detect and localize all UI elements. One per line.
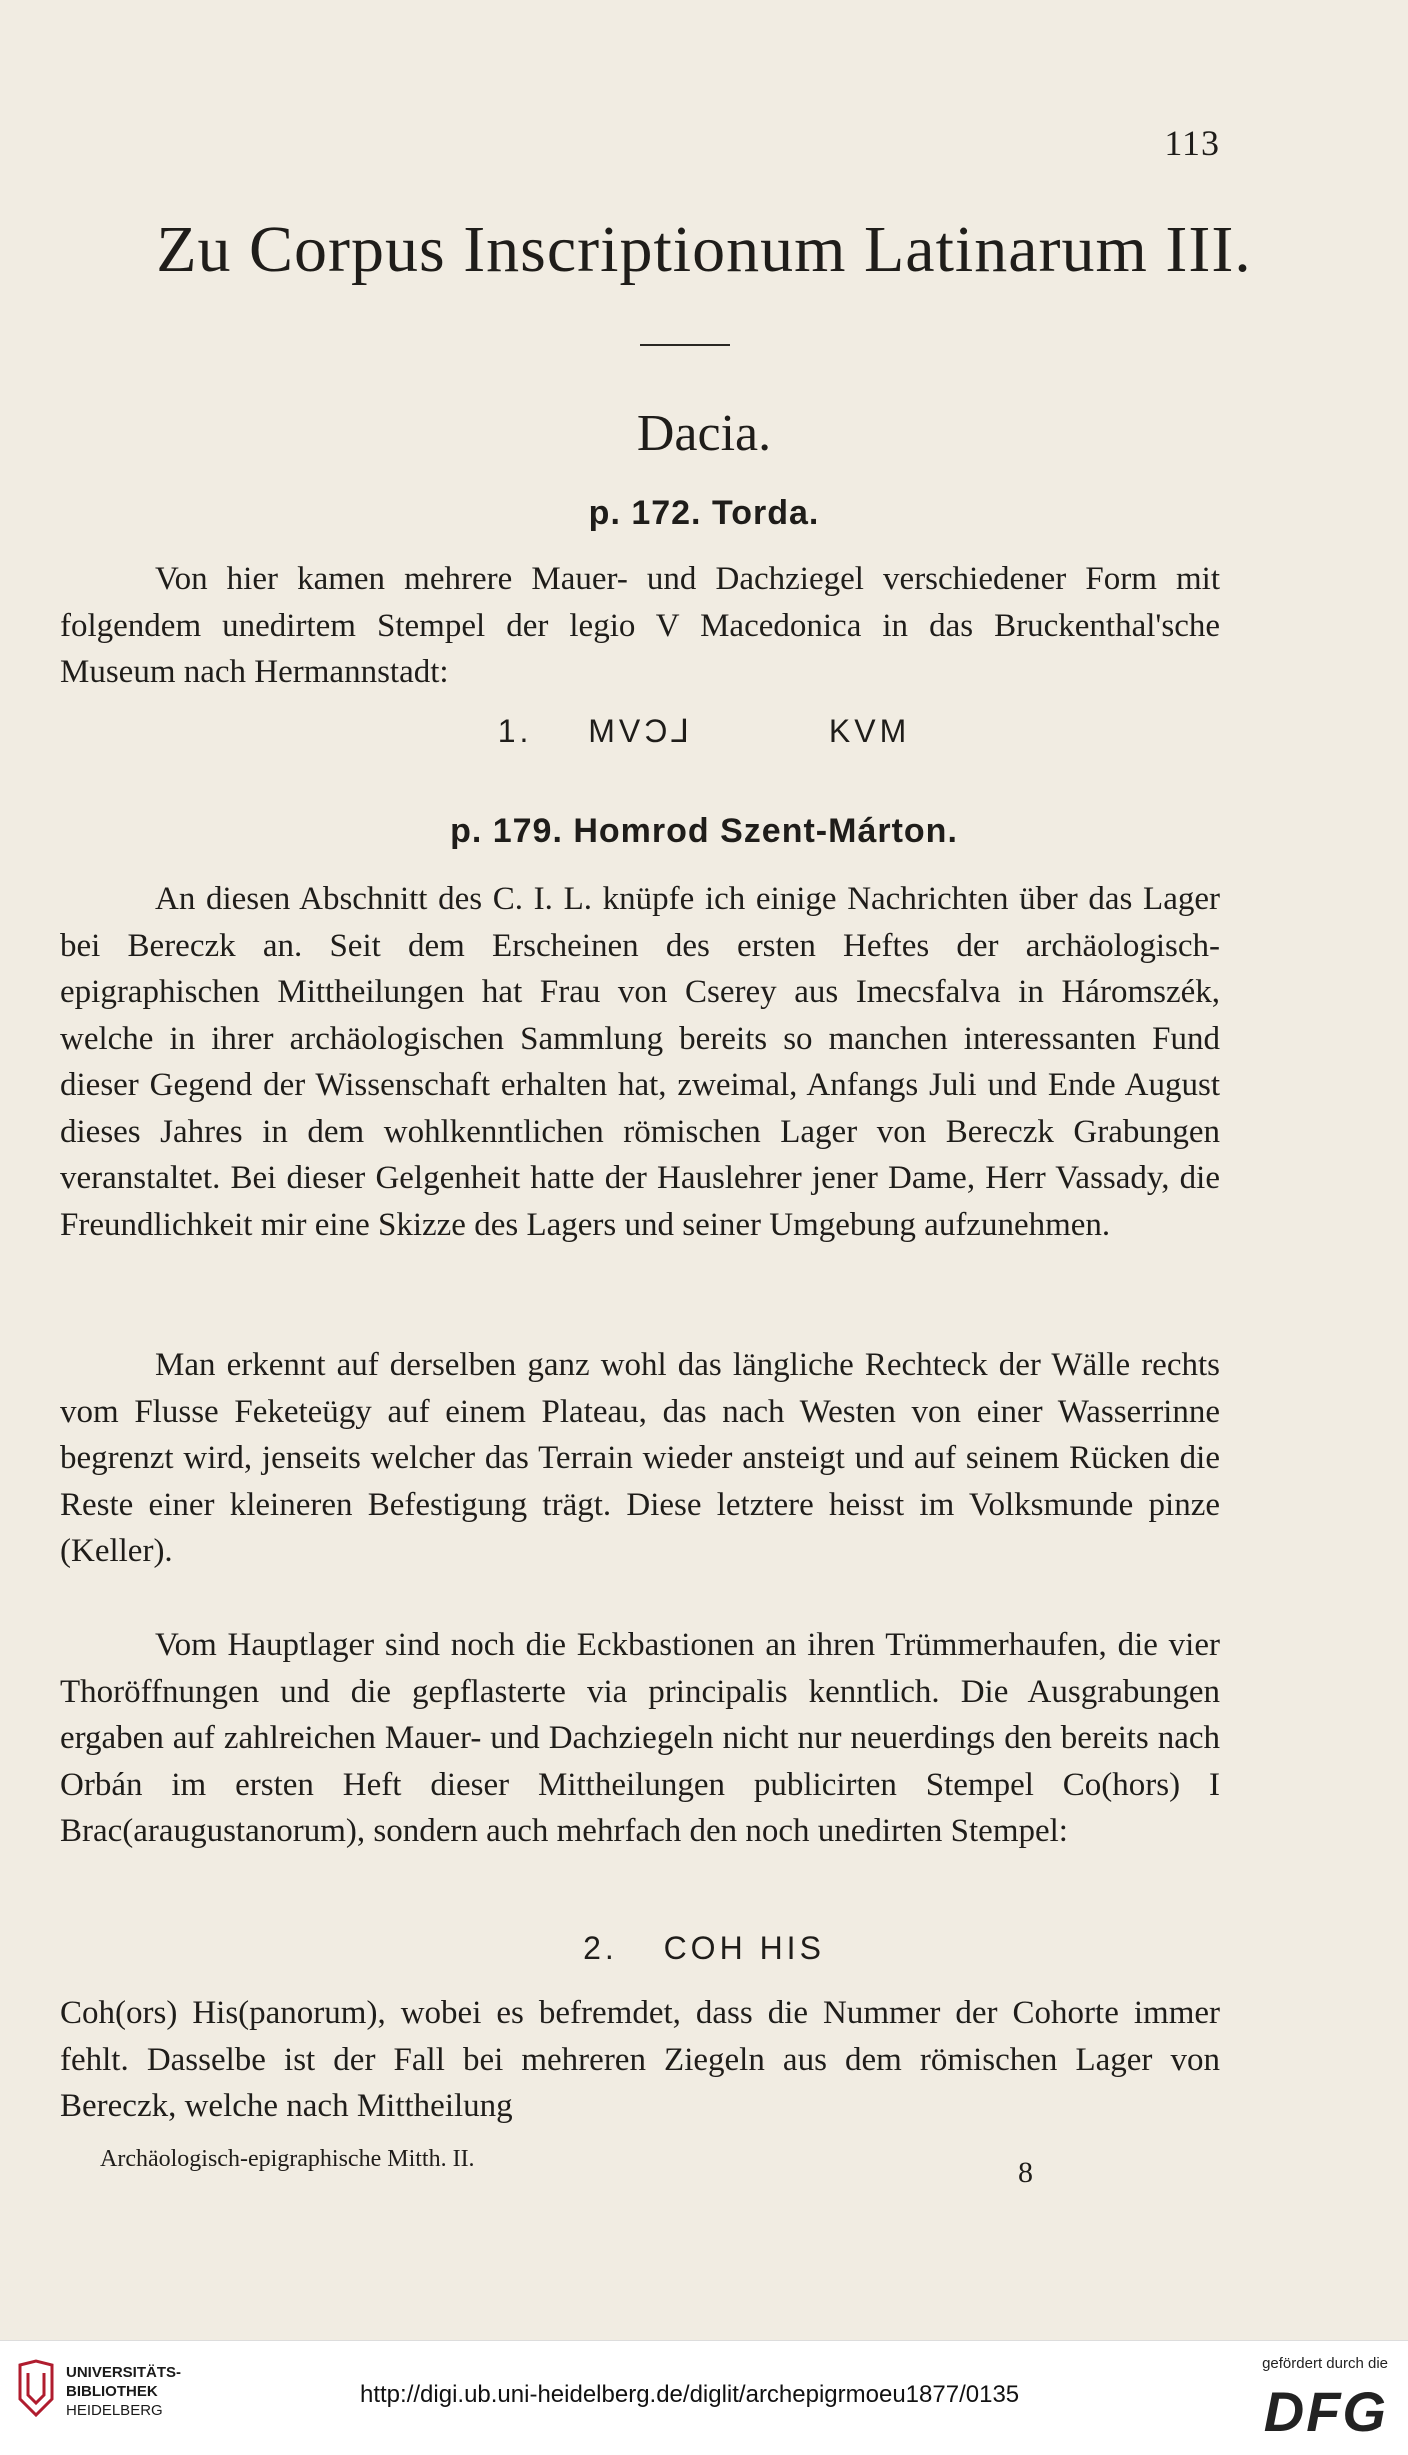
section-title: Dacia. xyxy=(636,405,772,462)
paragraph-2 xyxy=(60,876,1220,1248)
library-name-line1: UNIVERSITÄTS- xyxy=(66,2364,182,2381)
paragraph-1-text: Von hier kamen mehrere Mauer- und Dachziegel verschiedener Form mit folgendem unedirtem Stempel der legio V Macedonica in das Bruckenthal'sche Museum nach Hermannstadt: xyxy=(60,561,1220,690)
university-library-logo-icon xyxy=(16,2359,56,2417)
inscription-1-stamp-a: MVϽ⅃ xyxy=(588,713,694,749)
subhead-torda: p. 172. Torda. xyxy=(588,494,820,532)
inscription-2-number: 2. xyxy=(583,1930,618,1966)
viewer-footer-bar xyxy=(0,2340,1408,2455)
page-number: 113 xyxy=(1164,123,1220,163)
inscription-1-number: 1. xyxy=(497,713,533,749)
inscription-1-stamp-b: KVM xyxy=(828,713,911,749)
library-name-line2: BIBLIOTHEK xyxy=(66,2383,158,2400)
paragraph-3 xyxy=(60,1342,1220,1575)
paragraph-4 xyxy=(60,1622,1220,1855)
inscription-2 xyxy=(0,1930,1408,1967)
paragraph-4-text: Vom Hauptlager sind noch die Eckbastionen an ihren Trümmerhaufen, die vier Thoröffnungen und die gepflasterte via principalis kenntlich. Die Ausgrabungen ergaben auf zahlreichen Mauer- und Dachziegeln nicht nur neuerdings den bereits nach Orbán im ersten Heft dieser Mittheilungen publicirten Stempel Co(hors) I Brac(araugustanorum), sondern auch mehrfach den noch unedirten Stempel: xyxy=(60,1627,1220,1849)
paragraph-5-text: Coh(ors) His(panorum), wobei es befremdet, dass die Nummer der Cohorte immer fehlt. Dasselbe ist der Fall bei mehreren Ziegeln aus dem römischen Lager von Bereczk, welche nach Mittheilung xyxy=(60,1995,1220,2124)
permalink-url[interactable]: http://digi.ub.uni-heidelberg.de/diglit/archepigrmoeu1877/0135 xyxy=(360,2381,1020,2408)
dfg-logo-icon: DFG xyxy=(1263,2380,1388,2443)
title-rule xyxy=(640,344,730,346)
inscription-2-stamp: COH HIS xyxy=(663,1930,825,1966)
paragraph-2-text: An diesen Abschnitt des C. I. L. knüpfe ich einige Nachrichten über das Lager bei Bereczk an. Seit dem Erscheinen des ersten Heftes der archäologisch-epigraphischen Mittheilungen hat Frau von Cserey aus Imecsfalva in Háromszék, welche in ihrer archäologischen Sammlung bereits so manchen interessanten Fund dieser Gegend der Wissenschaft erhalten hat, zweimal, Anfangs Juli und Ende August dieses Jahres in dem wohlkenntlichen römischen Lager von Bereczk Grabungen veranstaltet. Bei dieser Gelgenheit hatte der Hauslehrer jener Dame, Herr Vassady, die Freundlichkeit mir eine Skizze des Lagers und seiner Umgebung aufzunehmen. xyxy=(60,881,1220,1243)
journal-footer: Archäologisch-epigraphische Mitth. II. xyxy=(100,2146,475,2172)
library-name xyxy=(66,2363,181,2420)
paragraph-1 xyxy=(60,556,1220,696)
signature-mark: 8 xyxy=(1018,2156,1033,2189)
paragraph-5 xyxy=(60,1990,1220,2130)
page-title: Zu Corpus Inscriptionum Latinarum III. xyxy=(156,213,1252,286)
funding-caption: gefördert durch die xyxy=(1262,2355,1388,2372)
subhead-homrod: p. 179. Homrod Szent-Márton. xyxy=(450,812,958,850)
library-name-line3: HEIDELBERG xyxy=(66,2402,163,2419)
paragraph-3-text: Man erkennt auf derselben ganz wohl das längliche Rechteck der Wälle rechts vom Flusse Feketeügy auf einem Plateau, das nach Westen von einer Wasserrinne begrenzt wird, jenseits welcher das Terrain wieder ansteigt und auf seinem Rücken die Reste einer kleineren Befestigung trägt. Diese letztere heisst im Volksmunde pinze (Keller). xyxy=(60,1347,1220,1569)
inscription-1 xyxy=(0,712,1408,750)
